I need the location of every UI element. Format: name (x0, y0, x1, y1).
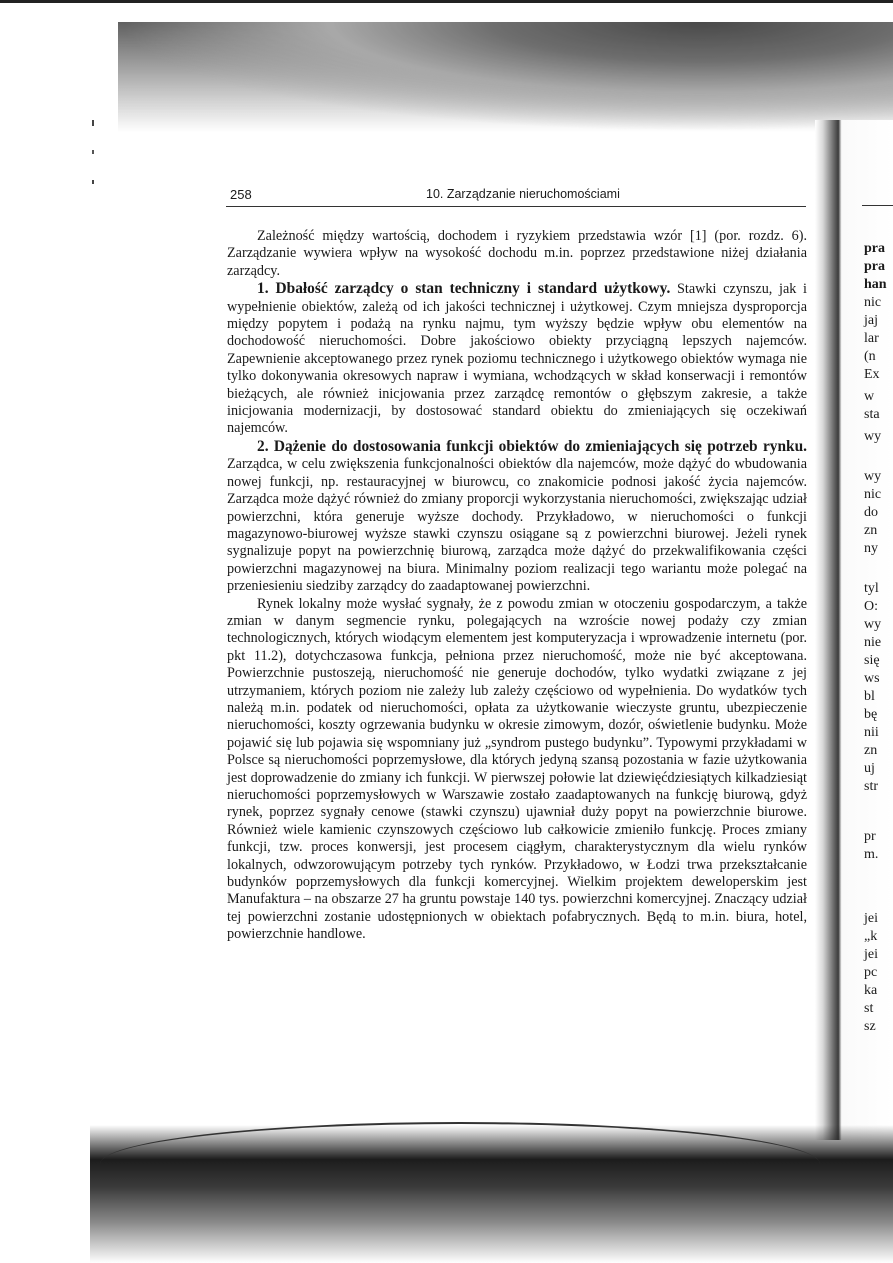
body-text (227, 228, 807, 944)
intro-paragraph: Zależność między wartością, dochodem i ryzykiem przedstawia wzór [1] (por. rozdz. 6). Zarządzanie wywiera wpływ na wysokość dochodu m.in. poprzez przedstawione niżej działania zarządcy. (227, 228, 807, 279)
facing-page-fragment: bę (864, 707, 878, 722)
facing-page-fragment: pr (864, 829, 876, 844)
facing-page-fragment: nii (864, 725, 879, 740)
facing-page-fragment: (n (864, 349, 876, 364)
scan-left-marks (92, 120, 94, 240)
facing-page-fragment: „k (864, 929, 878, 944)
facing-page-fragment: bl (864, 689, 875, 704)
facing-page-fragment: Ex (864, 367, 880, 382)
facing-page-fragment: ws (864, 671, 880, 686)
facing-page-fragment: wy (864, 429, 882, 444)
paragraph-3: Rynek lokalny może wysłać sygnały, że z powodu zmian w otoczeniu gospodarczym, a także zmian w danym segmencie rynku, polegających na wzroście nowej podaży czy zmian technologicznych, których wiodącym elementem jest komputeryzacja i wprowadzenie internetu (por. pkt 11.2), dotychczasowa funkcja, pełniona przez nieruchomość, może nie być akceptowana. Powierzchnie pustoszeją, nieruchomość nie generuje dochodów, tylko wydatki związane z jej utrzymaniem, których poziom nie zależy lub zależy częściowo od wypełnienia. Do wydatków tych należą m.in. podatek od nieruchomości, opłata za użytkowanie wieczyste gruntu, ubezpieczenie nieruchomości, koszty ogrzewania budynku w okresie zimowym, dozór, oświetlenie budynku. Może pojawić się lub pojawia się wspomniany już „syndrom pustego budynku”. Typowymi przykładami w Polsce są nieruchomości poprzemysłowe, dla których jedyną szansą pozostania w fazie użytkowania jest doprowadzenie do zmiany ich funkcji. W pierwszej połowie lat dziewięćdziesiątych kilkadziesiąt nieruchomości poprzemysłowych w Warszawie zostało zaadaptowanych na funkcję biurową, gdyż rynek, poprzez sygnały cenowe (stawki czynszu) ujawniał duży popyt na powierzchnie biurowe. Również wiele kamienic czynszowych częściowo lub całkowicie zmieniło funkcję. Proces zmiany funkcji, tzw. proces konwersji, jest procesem ciągłym, charakterystycznym dla wielu rynków lokalnych, odwzorowującym potrzeby tych rynków. Przykładowo, w Łodzi trwa przekształcanie budynków poprzemysłowych dla funkcji komercyjnej. Wielkim projektem deweloperskim jest Manufaktura – na obszarze 27 ha gruntu powstaje 140 tys. powierzchni komercyjnej. Znaczący udział tej powierzchni zostanie udostępnionych w obiektach pofabrycznych. Będą to m.in. biura, hotel, powierzchnie handlowe. (227, 595, 807, 943)
facing-page-fragment: w (864, 389, 875, 404)
facing-page-fragment: jaj (864, 313, 878, 328)
facing-page-fragment: ka (864, 983, 878, 998)
facing-page-fragment: zn (864, 743, 878, 758)
facing-page-fragment: nic (864, 487, 882, 502)
section-1-heading: 1. Dbałość zarządcy o stan techniczny i standard użytkowy. (257, 280, 671, 298)
facing-page-fragments (862, 240, 893, 1140)
facing-page-fragment: zn (864, 523, 878, 538)
facing-page-fragment: uj (864, 761, 875, 776)
facing-page-fragment: nic (864, 295, 882, 310)
facing-page-fragment: pc (864, 965, 878, 980)
facing-page-fragment: wy (864, 469, 882, 484)
facing-page-fragment: tyl (864, 581, 879, 596)
scan-top-edge (0, 0, 893, 3)
facing-page-fragment: sz (864, 1019, 876, 1034)
scan-shadow-top (118, 22, 893, 132)
facing-page-fragment: m. (864, 847, 879, 862)
facing-page-fragment: się (864, 653, 880, 668)
section-1-paragraph (227, 280, 807, 438)
facing-page-fragment: lar (864, 331, 879, 346)
running-header (226, 184, 806, 207)
facing-page-fragment: pra (864, 241, 885, 256)
facing-page-fragment: wy (864, 617, 882, 632)
chapter-title: 10. Zarządzanie nieruchomościami (426, 187, 620, 201)
facing-page-rule (862, 205, 893, 206)
section-1-text: Stawki czynszu, jak i wypełnienie obiektów, zależą od ich jakości technicznej i użytkowej. Czym mniejsza dysproporcja między popytem i podażą na rynku najmu, tym wyższy będzie wpływ obu elementów na dochodowość nieruchomości. Dobre jakościowo obiekty przyciągną lepszych najemców. Zapewnienie akceptowanego przez rynek poziomu technicznego i użytkowego obiektów wymaga nie tylko dokonywania okresowych napraw i wymiana, wchodzących w skład konserwacji i remontów bieżących, ale również inicjowania przez zarządcę remontów o głębszym zakresie, a także inicjowania modernizacji, by dostosować standard obiektu do zmieniających się oczekiwań najemców. (227, 281, 807, 437)
facing-page-fragment: ny (864, 541, 878, 556)
facing-page-fragment: pra (864, 259, 885, 274)
facing-page-fragment: O: (864, 599, 878, 614)
section-2-text: Zarządca, w celu zwiększenia funkcjonalności obiektów dla najemców, może dążyć do wbudowania nowej funkcji, np. restauracyjnej w biurowcu, co znakomicie podnosi jakość życia najemców. Zarządca może dążyć również do zmiany proporcji wykorzystania nieruchomości, zwiększając udział powierzchni, która generuje wyższe dochody. Przykładowo, w nieruchomości o funkcji magazynowo-biurowej wyższe stawki czynszu osiągane są z powierzchni biurowej. Jeżeli rynek sygnalizuje popyt na powierzchnię biurową, zarządca może dążyć do przekwalifikowania części powierzchni magazynowej na biura. Minimalny poziom realizacji tego wariantu może polegać na przeniesieniu siedziby zarządcy do zaadaptowanej powierzchni. (227, 456, 807, 595)
facing-page-fragment: do (864, 505, 878, 520)
page-number: 258 (230, 187, 252, 202)
facing-page-fragment: sta (864, 407, 880, 422)
section-2-paragraph (227, 438, 807, 596)
facing-page-fragment: han (864, 277, 887, 292)
facing-page-fragment: nie (864, 635, 882, 650)
facing-page-fragment: jei (864, 911, 878, 926)
facing-page-fragment: jei (864, 947, 878, 962)
facing-page-fragment: st (864, 1001, 874, 1016)
section-2-heading: 2. Dążenie do dostosowania funkcji obiektów do zmieniających się potrzeb rynku. (257, 437, 807, 455)
facing-page-fragment: str (864, 779, 878, 794)
